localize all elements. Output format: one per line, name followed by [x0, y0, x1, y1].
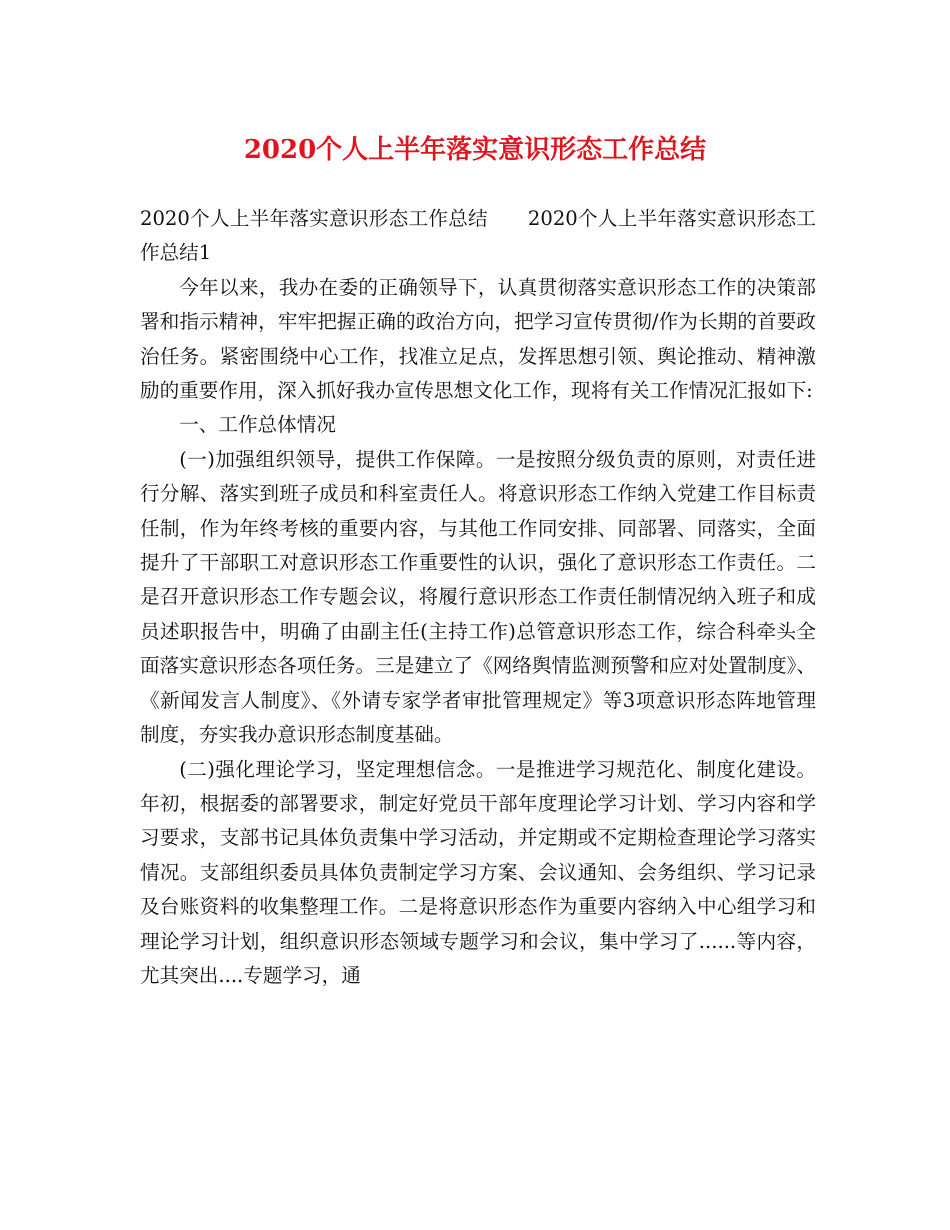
intro-right-text: 2020个人上半年落实意识形态工作总结1 [140, 207, 816, 265]
document-title: 2020个人上半年落实意识形态工作总结 [243, 135, 707, 165]
paragraph-organization: (一)加强组织领导，提供工作保障。一是按照分级负责的原则，对责任进行分解、落实到班子成员和科室责任人。将意识形态工作纳入党建工作目标责任制，作为年终考核的重要内容，与其他工作同安排、同部署、同落实，全面提升了干部职工对意识形态工作重要性的认识，强化了意识形态工作责任。二是召开意识形态工作专题会议，将履行意识形态工作责任制情况纳入班子和成员述职报告中，明确了由副主任(主持工作)总管意识形态工作，综合科牵头全面落实意识形态各项任务。三是建立了《网络舆情监测预警和应对处置制度》、《新闻发言人制度》、《外请专家学者审批管理规定》等3项意识形态阵地管理制度，夯实我办意识形态制度基础。 [140, 447, 816, 747]
paragraph-opening: 今年以来，我办在委的正确领导下，认真贯彻落实意识形态工作的决策部署和指示精神，牢牢把握正确的政治方向，把学习宣传贯彻/作为长期的首要政治任务。紧密围绕中心工作，找准立足点，发挥思想引领、舆论推动、精神激励的重要作用，深入抓好我办宣传思想文化工作，现将有关工作情况汇报如下: [140, 275, 816, 403]
intro-left-text: 2020个人上半年落实意识形态工作总结 [140, 207, 488, 230]
document-body [140, 202, 816, 993]
intro-paragraph [140, 202, 816, 271]
section-heading: 一、工作总体情况 [179, 413, 336, 437]
paragraph-theory-study: (二)强化理论学习，坚定理想信念。一是推进学习规范化、制度化建设。年初，根据委的部署要求，制定好党员干部年度理论学习计划、学习内容和学习要求，支部书记具体负责集中学习活动，并定期或不定期检查理论学习落实情况。支部组织委员具体负责制定学习方案、会议通知、会务组织、学习记录及台账资料的收集整理工作。二是将意识形态作为重要内容纳入中心组学习和理论学习计划，组织意识形态领域专题学习和会议，集中学习了......等内容，尤其突出....专题学习，通 [140, 757, 816, 987]
